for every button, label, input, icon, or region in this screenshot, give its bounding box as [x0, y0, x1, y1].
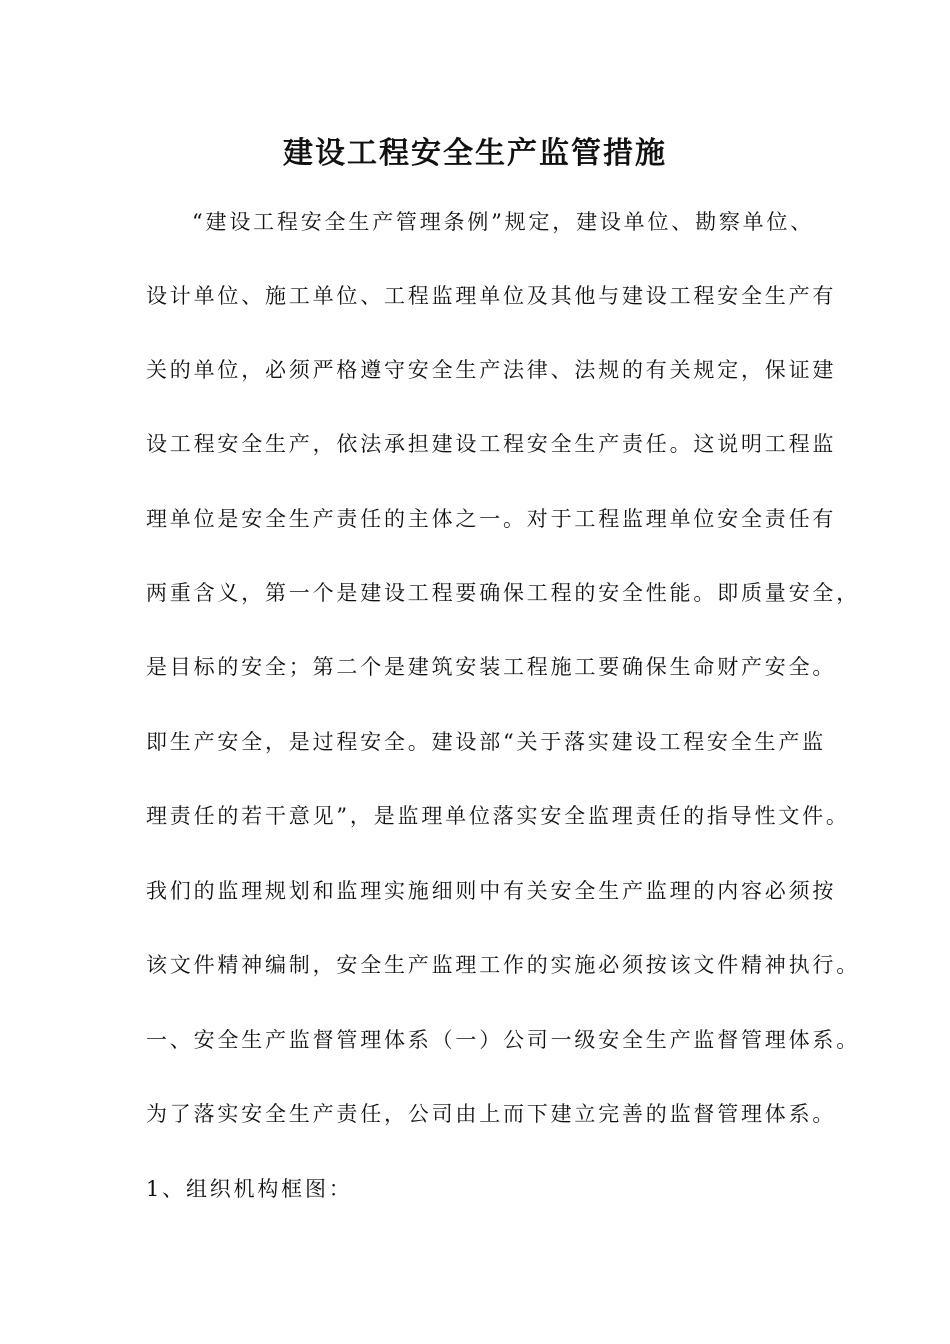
section-heading-line: 一、安全生产监督管理体系（一）公司一级安全生产监督管理体系。: [146, 1028, 860, 1052]
paragraph-line: “建设工程安全生产管理条例”规定，建设单位、勘察单位、: [192, 210, 815, 234]
document-title: 建设工程安全生产监管措施: [283, 136, 667, 171]
subsection-heading-line: 1、组织机构框图：: [146, 1177, 353, 1201]
paragraph-line: 我们的监理规划和监理实施细则中有关安全生产监理的内容必须按: [146, 879, 837, 903]
paragraph-line: 是目标的安全；第二个是建筑安装工程施工要确保生命财产安全。: [146, 655, 837, 679]
paragraph-line: 为了落实安全生产责任，公司由上而下建立完善的监督管理体系。: [146, 1102, 837, 1126]
paragraph-line: 两重含义，第一个是建设工程要确保工程的安全性能。即质量安全，: [146, 581, 860, 605]
paragraph-line: 关的单位，必须严格遵守安全生产法律、法规的有关规定，保证建: [146, 358, 837, 382]
paragraph-line: 理单位是安全生产责任的主体之一。对于工程监理单位安全责任有: [146, 507, 837, 531]
paragraph-line: 该文件精神编制，安全生产监理工作的实施必须按该文件精神执行。: [146, 953, 860, 977]
paragraph-line: 即生产安全，是过程安全。建设部“关于落实建设工程安全生产监: [146, 730, 826, 754]
paragraph-line: 设工程安全生产，依法承担建设工程安全生产责任。这说明工程监: [146, 432, 837, 456]
paragraph-line: 理责任的若干意见”，是监理单位落实安全监理责任的指导性文件。: [146, 804, 850, 828]
paragraph-line: 设计单位、施工单位、工程监理单位及其他与建设工程安全生产有: [146, 284, 837, 308]
